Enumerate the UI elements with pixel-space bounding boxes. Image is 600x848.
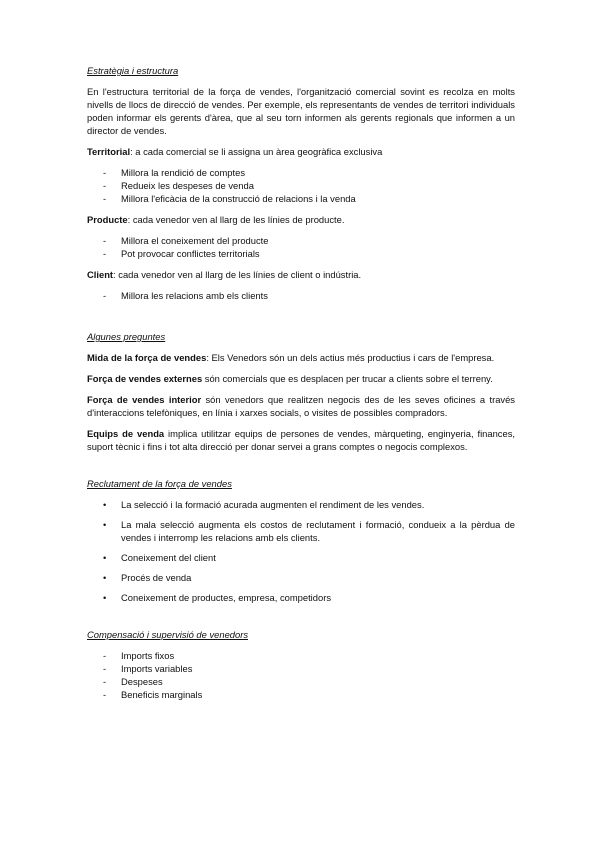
- internal-term: Força de vendes interior: [87, 394, 202, 405]
- external-term: Força de vendes externes: [87, 373, 203, 384]
- client-paragraph: [87, 268, 515, 281]
- section-title-recruitment: Reclutament de la força de vendes: [87, 478, 232, 489]
- client-term: Client: [87, 269, 114, 280]
- product-text: : cada venedor ven al llarg de les línies de producte.: [127, 214, 345, 225]
- client-list: [87, 289, 515, 302]
- recruitment-list: [87, 498, 515, 604]
- section-title-strategy: Estratègia i estructura: [87, 65, 179, 76]
- section-title-questions: Algunes preguntes: [87, 331, 166, 342]
- product-list: [87, 234, 515, 260]
- internal-text: són venedors que realitzen negocis des de les seves oficines a través d'interaccions telefòniques, en línia i xarxes socials, o visites de possibles compradors.: [87, 394, 515, 418]
- product-term: Producte: [87, 214, 128, 225]
- list-item: - Millora l'eficàcia de la construcció de relacions i la venda: [87, 192, 515, 205]
- external-text: són comercials que es desplacen per trucar a clients sobre el terreny.: [202, 373, 493, 384]
- external-paragraph: [87, 372, 515, 385]
- product-paragraph: [87, 213, 515, 226]
- strategy-intro-paragraph: En l'estructura territorial de la força de vendes, l'organització comercial sovint es recolza en molts nivells de llocs de direcció de vendes. Per exemple, els representants de vendes de territori individuals poden informar els gerents d'àrea, que al seu torn informen als gerents regionals que informen a un director de vendes.: [87, 86, 515, 136]
- size-text: : Els Venedors són un dels actius més productius i cars de l'empresa.: [206, 352, 495, 363]
- client-text: : cada venedor ven al llarg de les línies de client o indústria.: [113, 269, 362, 280]
- team-paragraph: [87, 427, 515, 453]
- list-item: - Millora la rendició de comptes: [87, 166, 515, 179]
- territorial-paragraph: [87, 145, 515, 158]
- list-item: • La selecció i la formació acurada augmenten el rendiment de les vendes.: [87, 498, 515, 511]
- list-item: - Millora les relacions amb els clients: [87, 289, 515, 302]
- list-item: - Imports variables: [87, 662, 515, 675]
- compensation-list: [87, 649, 515, 701]
- size-term: Mida de la força de vendes: [87, 352, 207, 363]
- list-item: - Redueix les despeses de venda: [87, 179, 515, 192]
- list-item: - Imports fixos: [87, 649, 515, 662]
- team-text: implica utilitzar equips de persones de vendes, màrqueting, enginyeria, finances, suport tècnic i fins i tot alta direcció per donar servei a grans comptes o negocis complexos.: [87, 428, 515, 452]
- internal-paragraph: [87, 393, 515, 419]
- territorial-term: Territorial: [87, 146, 131, 157]
- list-item: • La mala selecció augmenta els costos de reclutament i formació, condueix a la pèrdua de vendes i interromp les relacions amb els clients.: [87, 518, 515, 544]
- size-paragraph: [87, 351, 515, 364]
- section-title-compensation: Compensació i supervisió de venedors: [87, 629, 249, 640]
- list-item: - Millora el coneixement del producte: [87, 234, 515, 247]
- document-page: [87, 64, 515, 709]
- list-item: • Coneixement de productes, empresa, competidors: [87, 591, 515, 604]
- list-item: - Despeses: [87, 675, 515, 688]
- list-item: - Pot provocar conflictes territorials: [87, 247, 515, 260]
- team-term: Equips de venda: [87, 428, 165, 439]
- list-item: • Coneixement del client: [87, 551, 515, 564]
- territorial-list: [87, 166, 515, 205]
- list-item: - Beneficis marginals: [87, 688, 515, 701]
- list-item: • Procés de venda: [87, 571, 515, 584]
- territorial-text: : a cada comercial se li assigna un àrea geogràfica exclusiva: [130, 146, 383, 157]
